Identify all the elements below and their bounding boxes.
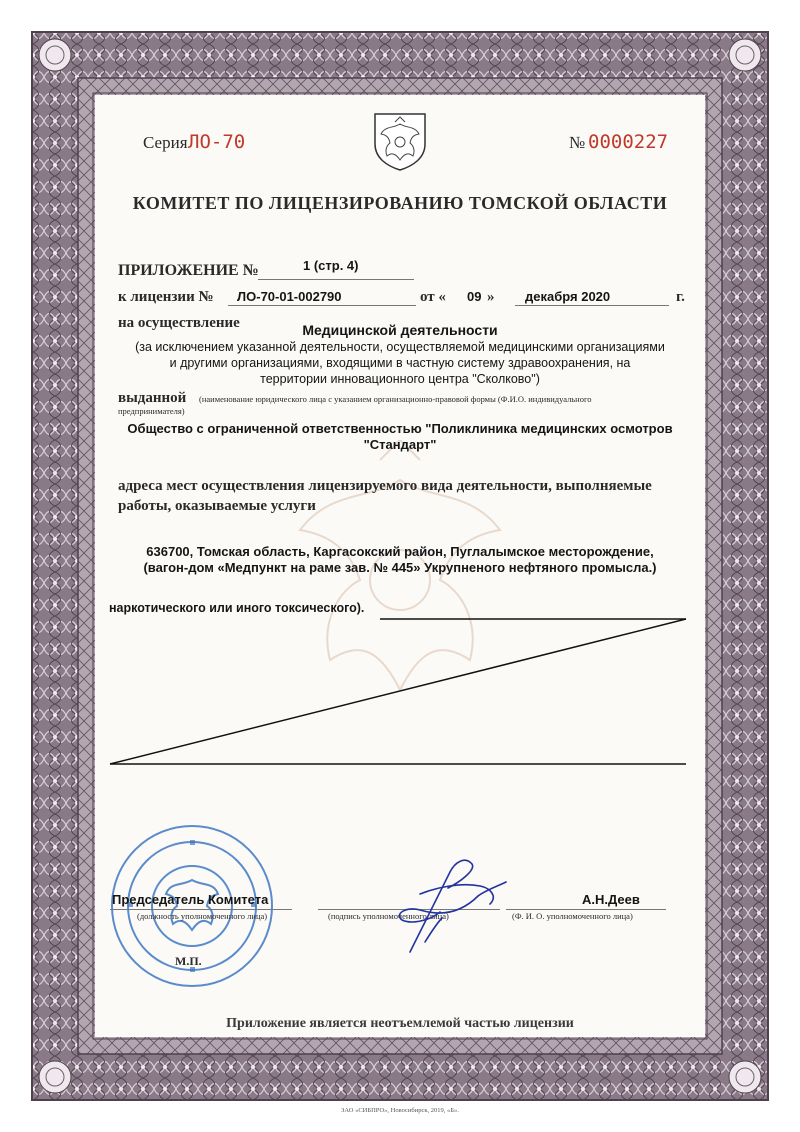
issued-hint-line-1: (наименование юридического лица с указанием организационно-правовой формы (Ф.И.О. индивидуального xyxy=(199,394,592,404)
name-hint: (Ф. И. О. уполномоченного лица) xyxy=(512,911,633,921)
stamp-place-label: М.П. xyxy=(175,954,202,968)
addresses-label-line-1: адреса мест осуществления лицензируемого вида деятельности, выполняемые xyxy=(118,478,652,494)
address-line-1: 636700, Томская область, Каргасокский район, Пуглалымское месторождение, xyxy=(146,544,654,559)
appendix-value: 1 (стр. 4) xyxy=(303,258,359,273)
signature-hint: (подпись уполномоченного лица) xyxy=(328,911,449,921)
issued-org-line-1: Общество с ограниченной ответственностью "Поликлиника медицинских осмотров xyxy=(127,421,673,436)
address-line-2: (вагон-дом «Медпункт на раме зав. № 445» Укрупненого нефтяного промысла.) xyxy=(143,560,657,575)
appendix-label: ПРИЛОЖЕНИЕ № xyxy=(118,262,259,279)
printer-imprint: ЗАО «СИБПРО», Новосибирск, 2019, «Б». xyxy=(341,1107,459,1114)
license-day: 09 xyxy=(467,289,482,304)
position-hint: (должность уполномоченного лица) xyxy=(137,911,268,921)
license-from-label: от « xyxy=(420,289,446,305)
activity-name: Медицинской деятельности xyxy=(302,322,498,338)
activity-desc-line-3: территории инновационного центра "Сколково") xyxy=(260,372,540,386)
position-underline xyxy=(110,909,292,910)
number-label: № xyxy=(569,133,586,152)
document-title: КОМИТЕТ ПО ЛИЦЕНЗИРОВАНИЮ ТОМСКОЙ ОБЛАСТИ xyxy=(132,193,668,213)
issued-org-line-2: "Стандарт" xyxy=(363,437,437,452)
license-year-suffix: г. xyxy=(676,289,685,305)
name-underline xyxy=(506,909,666,910)
series-value: ЛО-70 xyxy=(188,131,246,153)
license-month-year: декабря 2020 xyxy=(525,289,611,304)
activity-desc-line-2: и другими организациями, входящими в частную систему здравоохранения, на xyxy=(169,356,631,370)
addresses-label-line-2: работы, оказываемые услуги xyxy=(118,498,316,514)
license-label: к лицензии № xyxy=(118,289,214,305)
signatory-position: Председатель Комитета xyxy=(112,892,269,907)
number-value: 0000227 xyxy=(588,131,669,153)
license-number: ЛО-70-01-002790 xyxy=(237,289,342,304)
handwritten-signature xyxy=(380,852,520,962)
activity-desc-line-1: (за исключением указанной деятельности, осуществляемой медицинскими организациями xyxy=(135,340,665,354)
footer-note: Приложение является неотъемлемой частью лицензии xyxy=(226,1016,574,1031)
activity-label: на осуществление xyxy=(118,315,240,331)
series-label: Серия xyxy=(143,133,188,152)
license-day-close: » xyxy=(487,289,495,305)
issued-hint-line-2: предпринимателя) xyxy=(118,406,185,416)
issued-label: выданной xyxy=(118,390,187,406)
address-continued: наркотического или иного токсического). xyxy=(109,601,365,615)
signatory-name: А.Н.Деев xyxy=(582,892,640,907)
